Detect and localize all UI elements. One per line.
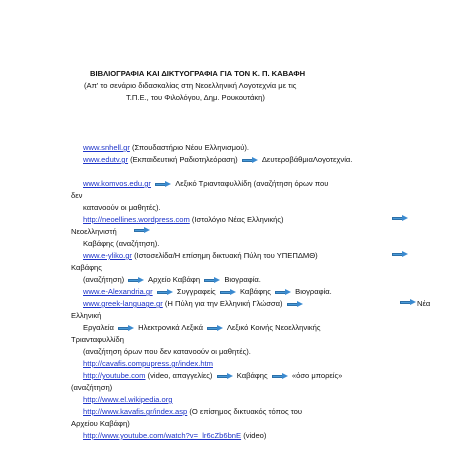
right-arrow-icon [207, 326, 223, 331]
link-e-alexandria[interactable]: www.e-Alexandria.gr [83, 287, 153, 296]
entry-text: (αναζήτηση) [83, 275, 125, 284]
entry-wikipedia [83, 395, 172, 405]
entry-greek-language-cont-1: Ελληνική [71, 311, 102, 320]
entry-greek-language-cont-2 [83, 323, 321, 333]
entry-neoellines-cont-2: Καβάφης (αναζήτηση). [83, 239, 160, 248]
right-arrow-icon [157, 290, 173, 295]
link-edutv[interactable]: www.edutv.gr [83, 155, 129, 164]
right-arrow-icon [128, 278, 144, 283]
entry-greek-language [83, 299, 305, 309]
right-arrow-icon [134, 228, 150, 233]
entry-text: Αρχείο Καβάφη [148, 275, 201, 284]
entry-snhell [83, 143, 249, 153]
entry-text: Καβάφης [239, 287, 271, 296]
entry-text: «όσο μπορείς» [291, 371, 343, 380]
entry-youtube [83, 371, 342, 381]
document-subtitle-line-2: Τ.Π.Ε., του Φιλολόγου, Δημ. Ρουκουτάκη) [126, 93, 265, 102]
link-snhell[interactable]: www.snhell.gr [83, 143, 130, 152]
link-neoellines[interactable]: http://neoellines.wordpress.com [83, 215, 190, 224]
entry-text: (video, απαγγελίες) [147, 371, 213, 380]
link-wikipedia[interactable]: http://www.el.wikipedia.org [83, 395, 173, 404]
entry-greek-language-cont-4: (αναζήτηση όρων που δεν κατανοούν οι μαθητές). [83, 347, 251, 356]
link-e-yliko[interactable]: www.e-yliko.gr [83, 251, 132, 260]
entry-text: Βιογραφία. [224, 275, 261, 284]
entry-text: (video) [243, 431, 267, 440]
entry-cavafis-compupress [83, 359, 213, 369]
right-arrow-icon [400, 300, 416, 305]
document-title: ΒΙΒΛΙΟΓΡΑΦΙΑ ΚΑΙ ΔΙΚΤΥΟΓΡΑΦΙΑ ΓΙΑ ΤΟΝ Κ. Π. ΚΑΒΑΦΗ [90, 69, 306, 78]
right-arrow-icon [242, 158, 258, 163]
entry-text: (Ο επίσημος δικτυακός τόπος του [189, 407, 302, 416]
entry-text: ΔευτεροβάθμιαΛογοτεχνία. [261, 155, 353, 164]
entry-text: (Η Πύλη για την Ελληνική Γλώσσα) [164, 299, 283, 308]
entry-e-alexandria [83, 287, 332, 297]
entry-e-yliko [83, 251, 318, 261]
entry-komvos-cont-1: δεν [71, 191, 83, 200]
entry-greek-language-tail: Νέα [417, 299, 431, 308]
entry-komvos [83, 179, 328, 189]
right-arrow-icon [392, 216, 408, 221]
entry-e-yliko-cont-1: Καβάφης [71, 263, 102, 272]
entry-text: (Ιστολόγιο Νέας Ελληνικής) [191, 215, 284, 224]
right-arrow-icon [272, 374, 288, 379]
link-cavafis-compupress[interactable]: http://cavafis.compupress.gr/index.htm [83, 359, 213, 368]
entry-e-yliko-cont-2 [83, 275, 261, 285]
link-kavafis[interactable]: http://www.kavafis.gr/index.asp [83, 407, 188, 416]
right-arrow-icon [204, 278, 220, 283]
entry-text: Συγγραφείς [176, 287, 216, 296]
right-arrow-icon [220, 290, 236, 295]
entry-text: Καβάφης [236, 371, 268, 380]
entry-youtube-video [83, 431, 266, 441]
link-youtube[interactable]: http://youtube.com [83, 371, 146, 380]
link-komvos[interactable]: www.komvos.edu.gr [83, 179, 151, 188]
entry-kavafis [83, 407, 302, 417]
entry-text: Λεξικό Τριανταφυλλίδη (αναζήτηση όρων που [175, 179, 329, 188]
entry-text: (Εκπαιδευτική Ραδιοτηλεόραση) [130, 155, 238, 164]
right-arrow-icon [155, 182, 171, 187]
right-arrow-icon [275, 290, 291, 295]
entry-neoellines-cont-1: Νεοελληνιστή [71, 227, 117, 236]
entry-text: Λεξικό Κοινής Νεοελληνικής [226, 323, 321, 332]
entry-neoellines [83, 215, 284, 225]
right-arrow-icon [392, 252, 408, 257]
entry-kavafis-cont: Αρχείου Καβάφη) [71, 419, 130, 428]
entry-text: (Σπουδαστήριο Νέου Ελληνισμού). [131, 143, 250, 152]
entry-edutv [83, 155, 352, 165]
right-arrow-icon [217, 374, 233, 379]
entry-text: Ηλεκτρονικά Λεξικά [138, 323, 204, 332]
document-subtitle-line-1: (Απ' το σενάριο διδασκαλίας στη Νεοελληνική Λογοτεχνία με τις [84, 81, 297, 90]
entry-text: Βιογραφία. [295, 287, 332, 296]
right-arrow-icon [118, 326, 134, 331]
entry-greek-language-cont-3: Τριανταφυλλίδη [71, 335, 124, 344]
link-youtube-video[interactable]: http://www.youtube.com/watch?v=_lr6cZb6bnE [83, 431, 242, 440]
right-arrow-icon [287, 302, 303, 307]
entry-komvos-cont-2: κατανοούν οι μαθητές). [83, 203, 161, 212]
link-greek-language[interactable]: www.greek-language.gr [83, 299, 163, 308]
entry-youtube-cont: (αναζήτηση) [71, 383, 113, 392]
entry-text: (Ιστοσελίδα/Η επίσημη δικτυακή Πύλη του ΥΠΕΠΔΜΘ) [134, 251, 318, 260]
entry-text: Εργαλεία [83, 323, 114, 332]
